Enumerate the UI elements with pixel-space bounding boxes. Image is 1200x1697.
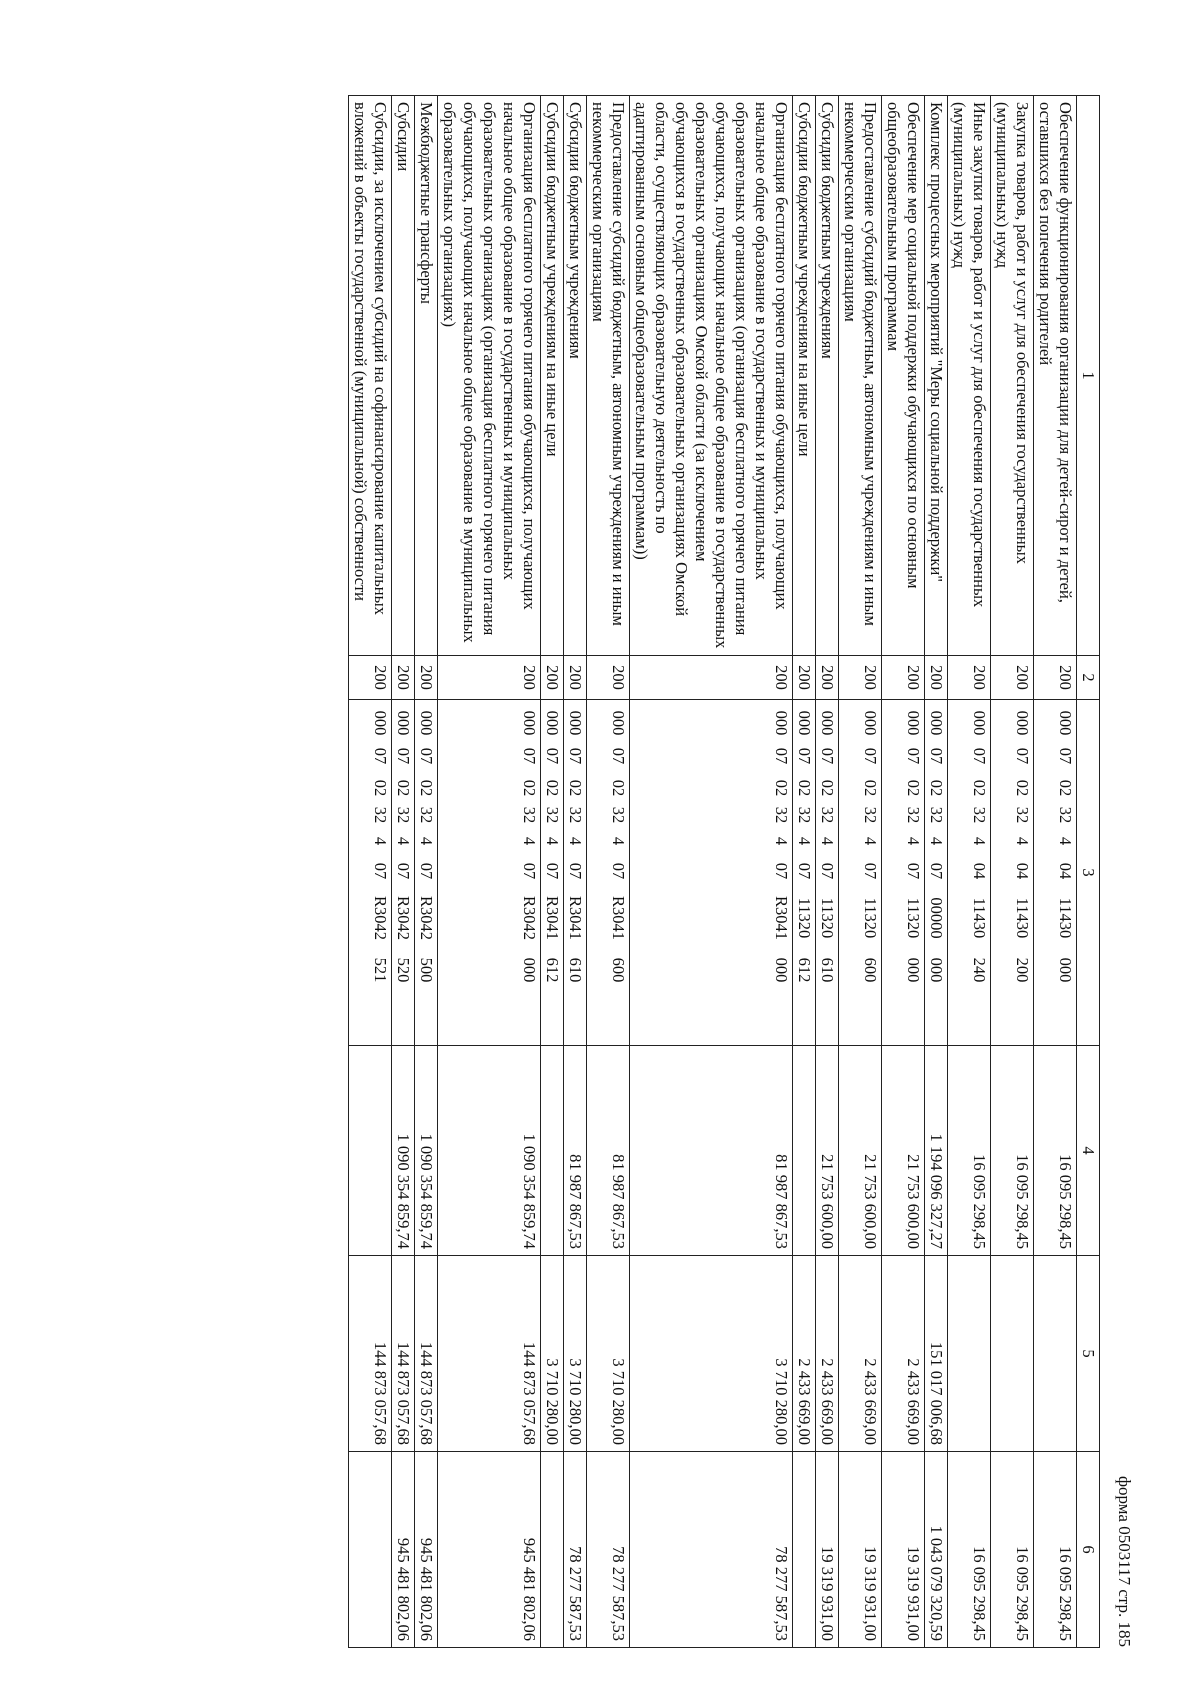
row-approved: 81 987 867,53 xyxy=(630,1046,793,1256)
code-part: 07 xyxy=(861,747,880,765)
row-executed: 2 433 669,00 xyxy=(839,1256,882,1452)
code-part: 610 xyxy=(566,957,585,983)
code-part: 07 xyxy=(394,747,413,765)
row-executed: 144 873 057,68 xyxy=(392,1256,415,1452)
code-part: 07 xyxy=(417,747,436,765)
header-col-5: 5 xyxy=(1077,1256,1100,1452)
code-part: 07 xyxy=(772,747,791,765)
row-unexecuted: 16 095 298,45 xyxy=(948,1452,991,1648)
row-approved: 21 753 600,00 xyxy=(839,1046,882,1256)
row-executed xyxy=(991,1256,1034,1452)
code-part: 32 xyxy=(543,806,562,824)
row-budget-code xyxy=(630,700,793,1046)
table-row xyxy=(1034,96,1077,1648)
code-part: 32 xyxy=(970,806,989,824)
code-part: 07 xyxy=(970,747,989,765)
table-row xyxy=(882,96,925,1648)
code-part: 200 xyxy=(1013,957,1032,983)
code-part: 02 xyxy=(795,779,814,797)
row-approved: 21 753 600,00 xyxy=(816,1046,839,1256)
code-part: R3042 xyxy=(371,895,390,940)
header-col-2: 2 xyxy=(1077,656,1100,700)
code-part: 32 xyxy=(818,806,837,824)
code-part: 32 xyxy=(927,806,946,824)
row-executed: 144 873 057,68 xyxy=(349,1256,392,1452)
row-name: Субсидии бюджетным учреждениям на иные цели xyxy=(793,96,816,656)
code-part: 11430 xyxy=(1056,897,1075,939)
row-approved: 16 095 298,45 xyxy=(948,1046,991,1256)
code-part: 02 xyxy=(904,779,923,797)
row-unexecuted xyxy=(541,1452,564,1648)
table-row xyxy=(816,96,839,1648)
row-name: Предоставление субсидий бюджетным, автономным учреждениям и иным некоммерческим организациям xyxy=(839,96,882,656)
row-budget-code xyxy=(882,700,925,1046)
row-unexecuted: 16 095 298,45 xyxy=(1034,1452,1077,1648)
code-part: 4 xyxy=(772,836,791,846)
rotated-report xyxy=(90,95,1134,1647)
row-unexecuted xyxy=(793,1452,816,1648)
code-part: 07 xyxy=(543,862,562,880)
table-row xyxy=(392,96,415,1648)
table-row xyxy=(349,96,392,1648)
code-part: 04 xyxy=(1013,862,1032,880)
row-budget-code xyxy=(991,700,1034,1046)
row-name: Субсидии xyxy=(392,96,415,656)
code-part: 07 xyxy=(520,747,539,765)
table-row xyxy=(991,96,1034,1648)
code-part: 4 xyxy=(417,836,436,846)
row-name: Субсидии, за исключением субсидий на софинансирование капитальных вложений в объекты государственной (муниципальной) собственности xyxy=(349,96,392,656)
row-line-code: 200 xyxy=(415,656,438,700)
code-part: 32 xyxy=(904,806,923,824)
code-part: 610 xyxy=(818,957,837,983)
form-reference: форма 0503117 стр. 185 xyxy=(1115,1476,1134,1647)
code-part: 600 xyxy=(861,957,880,983)
row-name: Организация бесплатного горячего питания обучающихся, получающих начальное общее образование в государственных и муниципальных образовательных организациях (организация бесплатного горячего питания обучающихся, получающих начальное общее образование в государственных образовательных организациях Омской области (за исключением обучающихся в государственных образовательных организациях Омской области, осуществляющих образовательную деятельность по адаптированным основным общеобразовательным программам)) xyxy=(630,96,793,656)
code-part: 520 xyxy=(394,957,413,983)
code-part: 11430 xyxy=(970,897,989,939)
table-row xyxy=(630,96,793,1648)
row-approved: 16 095 298,45 xyxy=(991,1046,1034,1256)
row-unexecuted xyxy=(349,1452,392,1648)
row-budget-code xyxy=(587,700,630,1046)
row-budget-code xyxy=(392,700,415,1046)
table-row xyxy=(415,96,438,1648)
code-part: 02 xyxy=(1056,779,1075,797)
row-name: Закупка товаров, работ и услуг для обеспечения государственных (муниципальных) нужд xyxy=(991,96,1034,656)
code-part: 07 xyxy=(904,862,923,880)
row-line-code: 200 xyxy=(816,656,839,700)
row-executed: 2 433 669,00 xyxy=(882,1256,925,1452)
code-part: 07 xyxy=(394,862,413,880)
code-part: 000 xyxy=(1056,710,1075,736)
code-part: 02 xyxy=(1013,779,1032,797)
code-part: 04 xyxy=(1056,862,1075,880)
code-part: 07 xyxy=(861,862,880,880)
code-part: 07 xyxy=(417,862,436,880)
row-line-code: 200 xyxy=(349,656,392,700)
row-line-code: 200 xyxy=(564,656,587,700)
row-executed: 3 710 280,00 xyxy=(587,1256,630,1452)
code-part: 4 xyxy=(818,836,837,846)
code-part: 07 xyxy=(927,862,946,880)
table-body xyxy=(349,96,1077,1648)
row-name: Субсидии бюджетным учреждениям xyxy=(564,96,587,656)
row-budget-code xyxy=(1034,700,1077,1046)
row-line-code: 200 xyxy=(438,656,541,700)
code-part: 32 xyxy=(861,806,880,824)
row-name: Обеспечение мер социальной поддержки обучающихся по основным общеобразовательным программам xyxy=(882,96,925,656)
code-part: 02 xyxy=(772,779,791,797)
row-executed: 151 017 006,68 xyxy=(925,1256,948,1452)
code-part: 00000 xyxy=(927,897,946,939)
code-part: 240 xyxy=(970,957,989,983)
code-part: R3041 xyxy=(772,895,791,940)
row-approved xyxy=(793,1046,816,1256)
row-executed: 144 873 057,68 xyxy=(438,1256,541,1452)
row-executed: 3 710 280,00 xyxy=(564,1256,587,1452)
code-part: 612 xyxy=(795,957,814,983)
row-approved: 21 753 600,00 xyxy=(882,1046,925,1256)
row-unexecuted: 19 319 931,00 xyxy=(882,1452,925,1648)
row-unexecuted: 78 277 587,53 xyxy=(587,1452,630,1648)
code-part: 32 xyxy=(772,806,791,824)
code-part: 000 xyxy=(1056,957,1075,983)
row-executed: 2 433 669,00 xyxy=(816,1256,839,1452)
row-name: Субсидии бюджетным учреждениям xyxy=(816,96,839,656)
code-part: 02 xyxy=(394,779,413,797)
code-part: 000 xyxy=(818,710,837,736)
row-budget-code xyxy=(349,700,392,1046)
row-approved: 1 090 354 859,74 xyxy=(392,1046,415,1256)
row-executed xyxy=(1034,1256,1077,1452)
code-part: 4 xyxy=(566,836,585,846)
code-part: 07 xyxy=(795,747,814,765)
code-part: 07 xyxy=(371,862,390,880)
code-part: 07 xyxy=(1056,747,1075,765)
code-part: 4 xyxy=(970,836,989,846)
code-part: R3041 xyxy=(566,895,585,940)
table-row xyxy=(438,96,541,1648)
table-row xyxy=(925,96,948,1648)
row-budget-code xyxy=(415,700,438,1046)
header-col-1: 1 xyxy=(1077,96,1100,656)
code-part: 000 xyxy=(609,710,628,736)
row-approved: 1 090 354 859,74 xyxy=(415,1046,438,1256)
row-approved: 1 194 096 327,27 xyxy=(925,1046,948,1256)
row-line-code: 200 xyxy=(925,656,948,700)
code-part: 000 xyxy=(795,710,814,736)
code-part: 000 xyxy=(861,710,880,736)
code-part: 4 xyxy=(927,836,946,846)
row-name: Межбюджетные трансферты xyxy=(415,96,438,656)
row-line-code: 200 xyxy=(541,656,564,700)
code-part: 02 xyxy=(861,779,880,797)
row-approved: 81 987 867,53 xyxy=(587,1046,630,1256)
code-part: 02 xyxy=(520,779,539,797)
row-line-code: 200 xyxy=(392,656,415,700)
code-part: 07 xyxy=(1013,747,1032,765)
code-part: 4 xyxy=(609,836,628,846)
code-part: 02 xyxy=(417,779,436,797)
code-part: 07 xyxy=(609,747,628,765)
row-budget-code xyxy=(925,700,948,1046)
code-part: 07 xyxy=(566,747,585,765)
row-name: Комплекс процессных мероприятий "Меры социальной поддержки" xyxy=(925,96,948,656)
row-budget-code xyxy=(793,700,816,1046)
code-part: 02 xyxy=(566,779,585,797)
header-row xyxy=(1077,96,1100,1648)
table-row xyxy=(564,96,587,1648)
code-part: 07 xyxy=(904,747,923,765)
code-part: 000 xyxy=(772,710,791,736)
row-line-code: 200 xyxy=(630,656,793,700)
row-budget-code xyxy=(564,700,587,1046)
row-budget-code xyxy=(839,700,882,1046)
row-name: Обеспечение функционирования организации для детей-сирот и детей, оставшихся без попечения родителей xyxy=(1034,96,1077,656)
row-approved xyxy=(541,1046,564,1256)
row-unexecuted: 19 319 931,00 xyxy=(816,1452,839,1648)
table-row xyxy=(541,96,564,1648)
code-part: 4 xyxy=(394,836,413,846)
code-part: 32 xyxy=(394,806,413,824)
table-row xyxy=(793,96,816,1648)
code-part: 4 xyxy=(520,836,539,846)
code-part: R3042 xyxy=(417,895,436,940)
row-unexecuted: 78 277 587,53 xyxy=(630,1452,793,1648)
row-line-code: 200 xyxy=(793,656,816,700)
code-part: 4 xyxy=(861,836,880,846)
code-part: 000 xyxy=(520,957,539,983)
code-part: 4 xyxy=(371,836,390,846)
code-part: 4 xyxy=(1056,836,1075,846)
row-budget-code xyxy=(541,700,564,1046)
row-budget-code xyxy=(816,700,839,1046)
code-part: 02 xyxy=(371,779,390,797)
row-name: Субсидии бюджетным учреждениям на иные цели xyxy=(541,96,564,656)
code-part: 32 xyxy=(795,806,814,824)
code-part: 000 xyxy=(520,710,539,736)
row-budget-code xyxy=(438,700,541,1046)
code-part: 07 xyxy=(795,862,814,880)
row-approved: 1 090 354 859,74 xyxy=(438,1046,541,1256)
code-part: 32 xyxy=(566,806,585,824)
code-part: 000 xyxy=(904,710,923,736)
code-part: 02 xyxy=(927,779,946,797)
code-part: 11320 xyxy=(818,897,837,939)
code-part: 000 xyxy=(904,957,923,983)
row-unexecuted: 945 481 802,06 xyxy=(438,1452,541,1648)
code-part: 521 xyxy=(371,957,390,983)
code-part: 000 xyxy=(371,710,390,736)
row-executed: 3 710 280,00 xyxy=(541,1256,564,1452)
row-unexecuted: 1 043 079 320,59 xyxy=(925,1452,948,1648)
code-part: 11320 xyxy=(861,897,880,939)
code-part: 500 xyxy=(417,957,436,983)
header-col-6: 6 xyxy=(1077,1452,1100,1648)
code-part: R3041 xyxy=(609,895,628,940)
code-part: 32 xyxy=(1013,806,1032,824)
code-part: 07 xyxy=(543,747,562,765)
row-unexecuted: 16 095 298,45 xyxy=(991,1452,1034,1648)
code-part: 07 xyxy=(609,862,628,880)
table-row xyxy=(839,96,882,1648)
row-budget-code xyxy=(948,700,991,1046)
code-part: 000 xyxy=(970,710,989,736)
code-part: 000 xyxy=(772,957,791,983)
code-part: 000 xyxy=(566,710,585,736)
code-part: 07 xyxy=(818,747,837,765)
row-unexecuted: 78 277 587,53 xyxy=(564,1452,587,1648)
code-part: R3042 xyxy=(394,895,413,940)
code-part: 612 xyxy=(543,957,562,983)
table-row xyxy=(948,96,991,1648)
row-executed xyxy=(948,1256,991,1452)
code-part: 32 xyxy=(371,806,390,824)
header-col-4: 4 xyxy=(1077,1046,1100,1256)
row-name: Организация бесплатного горячего питания обучающихся, получающих начальное общее образование в государственных и муниципальных образовательных организациях (организация бесплатного горячего питания обучающихся, получающих начальное общее образование в муниципальных образовательных организациях) xyxy=(438,96,541,656)
row-unexecuted: 945 481 802,06 xyxy=(392,1452,415,1648)
code-part: 4 xyxy=(795,836,814,846)
row-line-code: 200 xyxy=(991,656,1034,700)
row-line-code: 200 xyxy=(587,656,630,700)
row-name: Предоставление субсидий бюджетным, автономным учреждениям и иным некоммерческим организациям xyxy=(587,96,630,656)
header-col-3: 3 xyxy=(1077,700,1100,1046)
code-part: 07 xyxy=(818,862,837,880)
code-part: 02 xyxy=(543,779,562,797)
code-part: 11430 xyxy=(1013,897,1032,939)
code-part: 07 xyxy=(927,747,946,765)
code-part: 000 xyxy=(927,710,946,736)
code-part: 000 xyxy=(1013,710,1032,736)
table-row xyxy=(587,96,630,1648)
row-line-code: 200 xyxy=(882,656,925,700)
row-executed: 3 710 280,00 xyxy=(630,1256,793,1452)
code-part: 600 xyxy=(609,957,628,983)
code-part: 02 xyxy=(818,779,837,797)
code-part: 07 xyxy=(371,747,390,765)
code-part: 07 xyxy=(566,862,585,880)
code-part: 000 xyxy=(394,710,413,736)
code-part: 000 xyxy=(543,710,562,736)
code-part: 11320 xyxy=(904,897,923,939)
row-unexecuted: 945 481 802,06 xyxy=(415,1452,438,1648)
row-executed: 144 873 057,68 xyxy=(415,1256,438,1452)
code-part: 02 xyxy=(970,779,989,797)
code-part: R3042 xyxy=(520,895,539,940)
row-line-code: 200 xyxy=(839,656,882,700)
code-part: 11320 xyxy=(795,897,814,939)
row-line-code: 200 xyxy=(948,656,991,700)
code-part: 4 xyxy=(904,836,923,846)
code-part: 07 xyxy=(520,862,539,880)
code-part: 4 xyxy=(1013,836,1032,846)
row-approved: 16 095 298,45 xyxy=(1034,1046,1077,1256)
code-part: 32 xyxy=(520,806,539,824)
code-part: 000 xyxy=(927,957,946,983)
row-executed: 2 433 669,00 xyxy=(793,1256,816,1452)
code-part: R3041 xyxy=(543,895,562,940)
code-part: 32 xyxy=(417,806,436,824)
row-approved xyxy=(349,1046,392,1256)
code-part: 000 xyxy=(417,710,436,736)
row-approved: 81 987 867,53 xyxy=(564,1046,587,1256)
code-part: 32 xyxy=(609,806,628,824)
row-line-code: 200 xyxy=(1034,656,1077,700)
budget-table xyxy=(348,95,1100,1648)
code-part: 4 xyxy=(543,836,562,846)
code-part: 04 xyxy=(970,862,989,880)
row-unexecuted: 19 319 931,00 xyxy=(839,1452,882,1648)
row-name: Иные закупки товаров, работ и услуг для обеспечения государственных (муниципальных) нужд xyxy=(948,96,991,656)
code-part: 02 xyxy=(609,779,628,797)
code-part: 07 xyxy=(772,862,791,880)
code-part: 32 xyxy=(1056,806,1075,824)
